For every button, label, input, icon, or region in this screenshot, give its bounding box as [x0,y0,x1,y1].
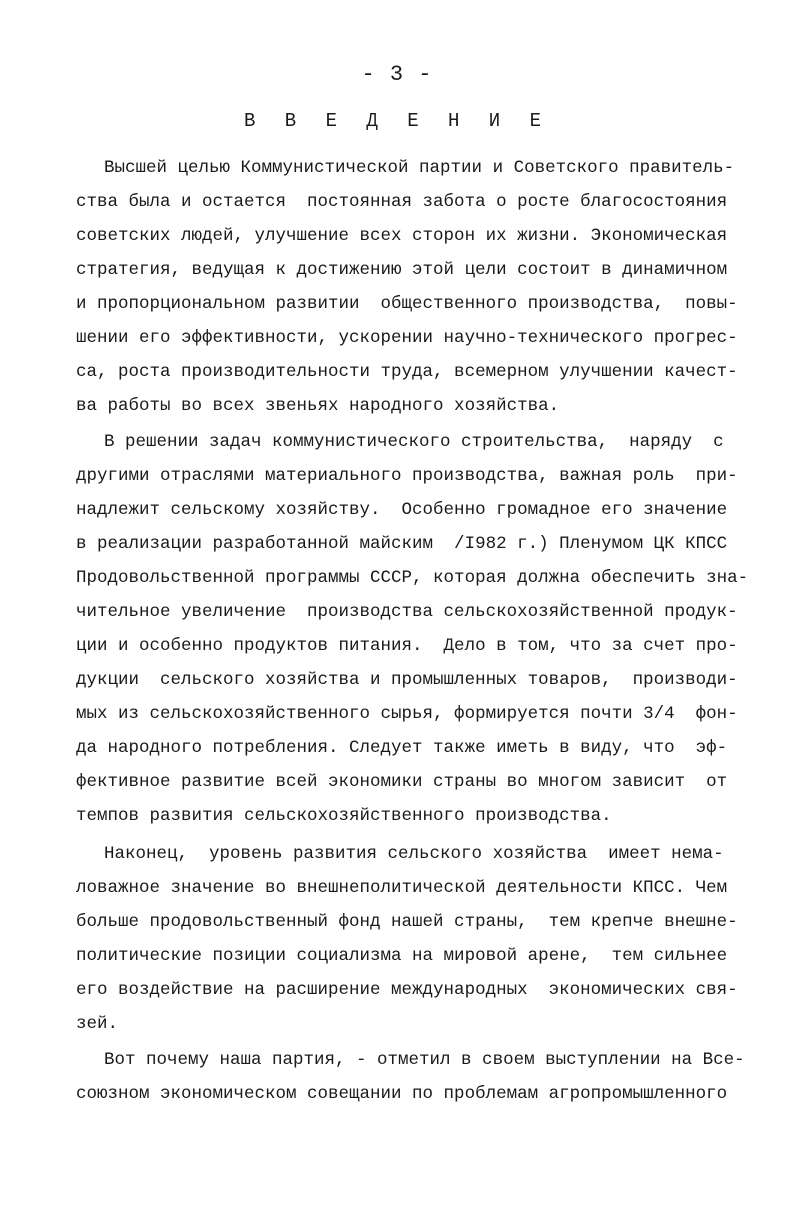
text-line: Продовольственной программы СССР, которая должна обеспечить зна- [76,568,749,588]
text-line: больше продовольственный фонд нашей страны, тем крепче внешне- [76,912,738,932]
text-line: Высшей целью Коммунистической партии и Советского правитель- [104,158,735,178]
text-line: другими отраслями материального производства, важная роль при- [76,466,738,486]
text-line: са, роста производительности труда, всемерном улучшении качест- [76,362,738,382]
text-line: чительное увеличение производства сельскохозяйственной продук- [76,602,738,622]
text-line: ства была и остается постоянная забота о росте благосостояния [76,192,728,212]
text-line: Наконец, уровень развития сельского хозяйства имеет нема- [104,844,724,864]
text-line: в реализации разработанной майским /I982 г.) Пленумом ЦК КПСС [76,534,728,554]
page-number: - 3 - [361,62,433,87]
text-line: В решении задач коммунистического строительства, наряду с [104,432,724,452]
text-line: политические позиции социализма на мировой арене, тем сильнее [76,946,728,966]
text-line: ва работы во всех звеньях народного хозяйства. [76,396,560,416]
text-line: Вот почему наша партия, - отметил в своем выступлении на Все- [104,1050,745,1070]
text-line: фективное развитие всей экономики страны во многом зависит от [76,772,728,792]
text-line: дукции сельского хозяйства и промышленных товаров, производи- [76,670,738,690]
text-line: шении его эффективности, ускорении научно-технического прогрес- [76,328,738,348]
text-line: надлежит сельскому хозяйству. Особенно громадное его значение [76,500,728,520]
text-line: мых из сельскохозяйственного сырья, формируется почти 3/4 фон- [76,704,738,724]
text-line: ловажное значение во внешнеполитической деятельности КПСС. Чем [76,878,728,898]
text-line: советских людей, улучшение всех сторон их жизни. Экономическая [76,226,728,246]
text-line: стратегия, ведущая к достижению этой цели состоит в динамичном [76,260,728,280]
text-line: его воздействие на расширение международных экономических свя- [76,980,738,1000]
text-line: темпов развития сельскохозяйственного производства. [76,806,612,826]
text-line: и пропорциональном развитии общественного производства, повы- [76,294,738,314]
page-heading: В В Е Д Е Н И Е [243,110,551,132]
text-line: да народного потребления. Следует также иметь в виду, что эф- [76,738,728,758]
text-line: ции и особенно продуктов питания. Дело в том, что за счет про- [76,636,738,656]
text-line: союзном экономическом совещании по проблемам агропромышленного [76,1084,728,1104]
text-line: зей. [76,1014,119,1034]
